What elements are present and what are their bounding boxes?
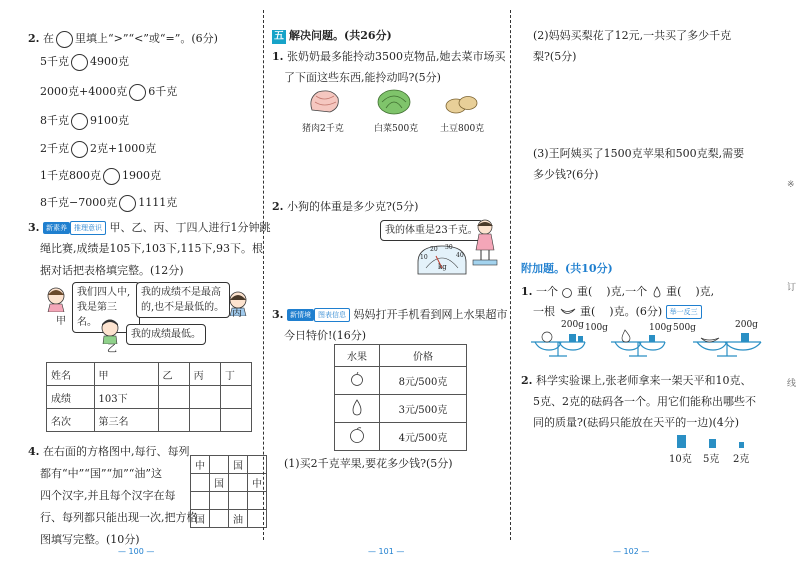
weight-label: 100g [649, 323, 672, 333]
answer-circle[interactable] [129, 84, 146, 101]
apple-icon [350, 372, 364, 386]
q3-stem: 3. 新素养 推理意识 甲、乙、丙、丁四人进行1分钟跳 [28, 221, 271, 234]
answer-circle[interactable] [103, 168, 120, 185]
weight-label: 2克 [733, 454, 750, 465]
page-101 [264, 0, 510, 566]
weight-label: 100g [585, 323, 608, 333]
item-label: 白菜500克 [374, 124, 419, 134]
tag-chart-info: 图表信息 [314, 308, 350, 322]
weight-bubble: 我的体重是23千克。 [380, 220, 483, 241]
bubble-jia: 我们四人中,我是第三名。 [72, 282, 140, 333]
weight-label: 200g [735, 320, 758, 330]
answer-circle[interactable] [119, 195, 136, 212]
grid-cell[interactable] [191, 492, 210, 510]
sub3-line: (3)王阿姨买了1500克苹果和500克梨,需要 [533, 147, 745, 160]
grid-cell: 国 [191, 510, 210, 528]
compare-row: 1千克800克 1900克 [40, 167, 161, 185]
answer-cell[interactable] [189, 386, 220, 409]
apple-icon [561, 286, 573, 298]
q3-line: 绳比赛,成绩是105下,103下,115下,93下。根 [40, 242, 263, 255]
compare-row: 2000克+4000克 6千克 [40, 83, 177, 101]
page-number: — 100 — [118, 547, 155, 556]
sub3-line: 多少钱?(6分) [533, 168, 599, 181]
compare-row: 2千克 2克+1000克 [40, 140, 156, 158]
table-header-cell: 姓名 [47, 363, 95, 386]
q4-line: 行、每列都只能出现一次,把方格 [40, 511, 198, 524]
fruit-price-table [334, 344, 467, 451]
margin-mark: 线 [787, 379, 797, 389]
table-header-cell: 丁 [220, 363, 251, 386]
pork-icon [306, 88, 342, 116]
sub2-line: 梨?(5分) [533, 50, 577, 63]
name-bing: 丙 [232, 308, 242, 319]
unit-label: kg [438, 263, 447, 271]
page-102 [511, 0, 800, 566]
extra-q2-line: 同的质量?(砝码只能放在天平的一边)(4分) [533, 416, 740, 429]
grid-cell[interactable] [229, 492, 248, 510]
tick-label: 40 [456, 252, 464, 259]
grid-cell: 中 [191, 456, 210, 474]
compare-row: 8千克 9100克 [40, 112, 129, 130]
tick-label: 10 [420, 254, 428, 261]
apple-cell [335, 367, 380, 395]
q4-grid [190, 455, 267, 528]
answer-cell[interactable] [220, 409, 251, 432]
extra-q2-stem: 2. 科学实验课上,张老师拿来一架天平和10克、 [521, 374, 752, 387]
weight-label: 200g [561, 320, 584, 330]
q4-line: 四个汉字,并且每个汉字在每 [40, 489, 176, 502]
q4-line: 图填写完整。(10分) [40, 533, 140, 546]
table-header-cell: 价格 [380, 345, 467, 367]
price-cell: 4元/500克 [380, 423, 467, 451]
tick-label: 20 [430, 246, 438, 253]
table-header-cell: 丙 [189, 363, 220, 386]
table-cell: 第三名 [94, 409, 158, 432]
tag-new-literacy: 新素养 [43, 222, 70, 234]
grid-cell[interactable] [210, 456, 229, 474]
grid-cell[interactable] [229, 474, 248, 492]
weight-label: 10克 [669, 454, 692, 465]
tag-draw-inferences: 举一反三 [666, 305, 702, 319]
q1-stem: 1. 张奶奶最多能拎动3500克物品,她去菜市场买 [272, 50, 506, 63]
pear-icon [350, 398, 364, 416]
extra-q2-line: 5克、2克的砝码各一个。用它们能称出哪些不 [533, 395, 756, 408]
extra-q1-line1: 1. 一个 重( )克,一个 重( )克, [521, 285, 715, 298]
q4-line: 都有“中”“国”“加”“油”这 [40, 467, 162, 480]
answer-circle[interactable] [71, 54, 88, 71]
grid-cell[interactable] [210, 510, 229, 528]
tick-label: 30 [445, 244, 453, 251]
answer-cell[interactable] [158, 386, 189, 409]
orange-cell [335, 423, 380, 451]
section-header: 五 解决问题。(共26分) [274, 29, 392, 42]
page-100 [0, 0, 271, 566]
weights-icon [673, 432, 753, 450]
grid-cell: 中 [248, 474, 267, 492]
table-header-cell: 水果 [335, 345, 380, 367]
q3-stem: 3. 新情境 图表信息 妈妈打开手机看到网上水果超市 [272, 308, 508, 321]
answer-cell[interactable] [189, 409, 220, 432]
name-yi: 乙 [107, 344, 117, 355]
price-cell: 3元/500克 [380, 395, 467, 423]
table-cell: 成绩 [47, 386, 95, 409]
grid-cell: 油 [229, 510, 248, 528]
q3-line: 今日特价!(16分) [284, 329, 367, 342]
margin-mark: ※ [787, 180, 795, 190]
weight-label: 5克 [703, 454, 720, 465]
q2-stem: 2. 小狗的体重是多少克?(5分) [272, 200, 419, 213]
q3-table [46, 362, 252, 432]
compare-row: 5千克 4900克 [40, 53, 129, 71]
margin-mark: 订 [787, 283, 797, 293]
grid-cell[interactable] [191, 474, 210, 492]
table-cell: 名次 [47, 409, 95, 432]
orange-icon [349, 427, 365, 443]
q1-line: 了下面这些东西,能拎动吗?(5分) [284, 71, 441, 84]
page-number: — 102 — [613, 547, 650, 556]
grid-cell: 国 [229, 456, 248, 474]
extra-q1-line2: 一根 重( )克。(6分) 举一反三 [533, 303, 702, 319]
table-header-cell: 甲 [94, 363, 158, 386]
q2-stem: 2. 在 里填上“>”“<”或“=”。(6分) [28, 30, 218, 48]
answer-circle[interactable] [71, 141, 88, 158]
extra-section-title: 附加题。(共10分) [521, 262, 613, 275]
girl-jia-icon [44, 286, 68, 312]
answer-cell[interactable] [158, 409, 189, 432]
grid-cell[interactable] [210, 492, 229, 510]
name-jia: 甲 [56, 316, 66, 327]
pear-icon [651, 286, 663, 298]
table-header-cell: 乙 [158, 363, 189, 386]
bubble-yi: 我的成绩最低。 [126, 324, 206, 345]
potato-icon [444, 92, 480, 116]
bubble-bing: 我的成绩不是最高的,也不是最低的。 [136, 282, 230, 318]
q3-line: 据对话把表格填完整。(12分) [40, 264, 184, 277]
q4-stem: 4. 在右面的方格图中,每行、每列 [28, 445, 190, 458]
cabbage-icon [374, 86, 414, 116]
tag-new-context: 新情境 [287, 309, 314, 321]
weight-label: 500g [673, 323, 696, 333]
grid-cell: 国 [210, 474, 229, 492]
section-badge: 五 [274, 31, 284, 42]
girl-on-scale-icon [470, 218, 500, 268]
answer-cell[interactable] [220, 386, 251, 409]
item-label: 猪肉2千克 [302, 124, 344, 134]
page-number: — 101 — [368, 547, 405, 556]
answer-circle[interactable] [71, 113, 88, 130]
sub2-line: (2)妈妈买梨花了12元,一共买了多少千克 [533, 29, 732, 42]
table-cell: 103下 [94, 386, 158, 409]
price-cell: 8元/500克 [380, 367, 467, 395]
banana-icon [559, 306, 577, 318]
compare-row: 8千克−7000克 1111克 [40, 194, 177, 212]
answer-circle[interactable] [56, 31, 73, 48]
q3-sub1: (1)买2千克苹果,要花多少钱?(5分) [284, 457, 453, 470]
item-label: 土豆800克 [440, 124, 485, 134]
pear-cell [335, 395, 380, 423]
tag-reasoning: 推理意识 [70, 221, 106, 235]
